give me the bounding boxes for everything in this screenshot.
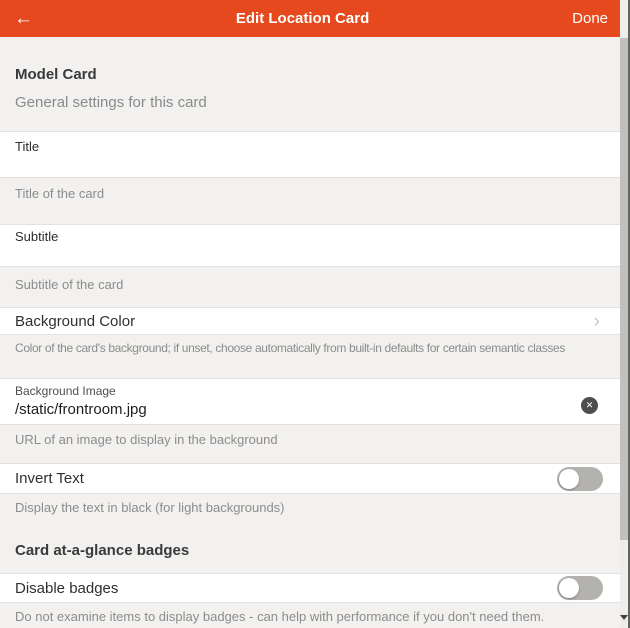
- subtitle-field-row: [0, 224, 620, 267]
- subtitle-helper-text: Subtitle of the card: [0, 267, 620, 307]
- title-input[interactable]: [15, 158, 575, 178]
- chevron-right-icon: ›: [593, 310, 600, 332]
- model-card-section-header: [0, 37, 620, 131]
- invert-text-label: Invert Text: [15, 470, 84, 487]
- background-color-label: Background Color: [15, 312, 136, 330]
- clear-input-icon[interactable]: ✕: [581, 397, 598, 414]
- disable-badges-label: Disable badges: [15, 579, 119, 597]
- invert-text-helper-text: Display the text in black (for light backgrounds): [0, 494, 620, 516]
- invert-text-row: [0, 463, 620, 494]
- page-title: Edit Location Card: [235, 10, 370, 27]
- section-subtitle: General settings for this card: [15, 94, 207, 111]
- toggle-knob: [559, 469, 579, 489]
- disable-badges-toggle[interactable]: [557, 576, 603, 600]
- background-image-row: [0, 378, 620, 425]
- background-color-row[interactable]: [0, 307, 620, 335]
- disable-badges-helper-text: Do not examine items to display badges - can help with performance if you don't need them.: [0, 603, 620, 628]
- background-image-value[interactable]: /static/frontroom.jpg: [15, 401, 147, 418]
- background-image-label: Background Image: [15, 384, 116, 398]
- background-color-helper-text: Color of the card's background; if unset, choose automatically from built-in defaults for certain semantic classes: [0, 335, 620, 378]
- done-button[interactable]: Done: [572, 10, 608, 27]
- background-image-helper-text: URL of an image to display in the background: [0, 425, 620, 463]
- title-helper-text: Title of the card: [0, 178, 620, 224]
- title-field-label: Title: [15, 139, 40, 154]
- subtitle-input[interactable]: [15, 248, 575, 268]
- scrollbar-thumb[interactable]: [620, 38, 628, 540]
- badges-section-block: [0, 494, 620, 573]
- title-field-row: [0, 131, 620, 178]
- disable-badges-row: [0, 573, 620, 603]
- toggle-knob: [559, 578, 579, 598]
- scroll-down-arrow-icon[interactable]: [620, 615, 628, 621]
- badges-section-title: Card at-a-glance badges: [15, 542, 190, 559]
- subtitle-field-label: Subtitle: [15, 229, 59, 244]
- back-arrow-icon[interactable]: ←: [14, 8, 33, 29]
- invert-text-toggle[interactable]: [557, 467, 603, 491]
- scrollbar-track[interactable]: [620, 0, 630, 628]
- header-bar: [0, 0, 620, 37]
- section-title: Model Card: [15, 66, 97, 83]
